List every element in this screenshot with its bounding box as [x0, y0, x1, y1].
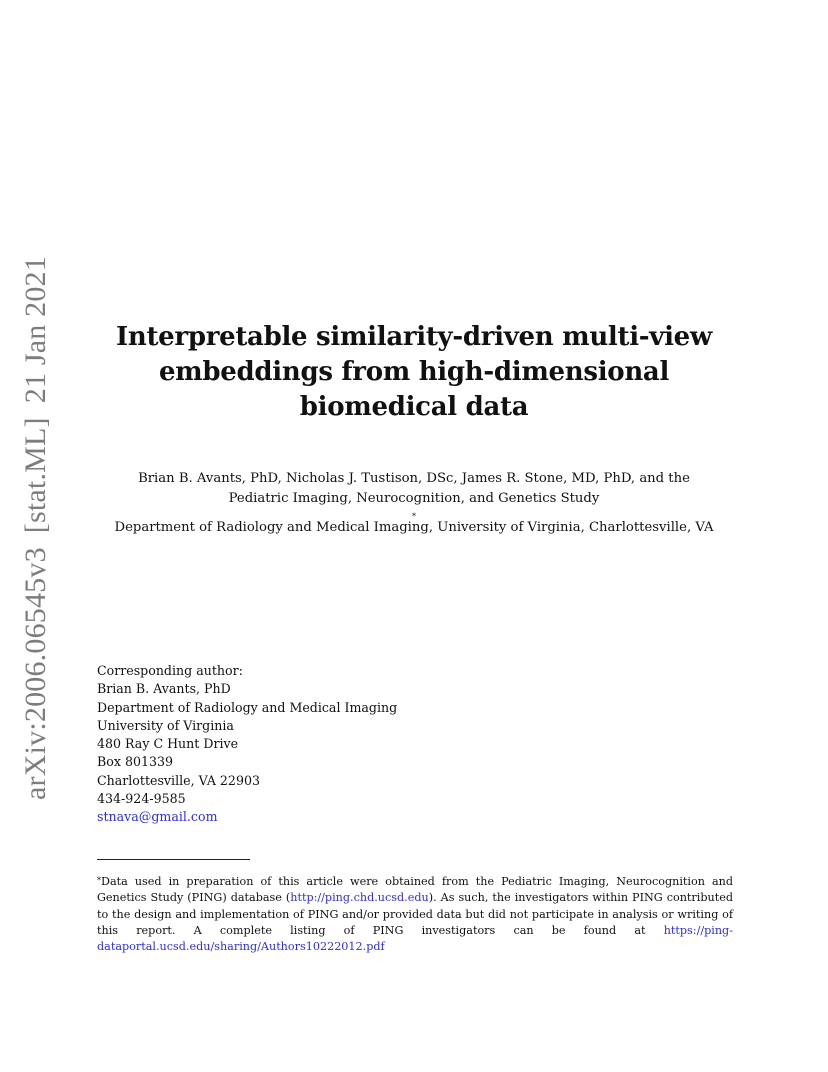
arxiv-identifier: arXiv:2006.06545v3	[19, 547, 52, 800]
arxiv-date: 21 Jan 2021	[19, 256, 52, 404]
affiliation: Department of Radiology and Medical Imaging, University of Virginia, Charlottesville, VA	[114, 520, 714, 535]
footnote	[97, 874, 733, 955]
title-line: embeddings from high-dimensional	[158, 357, 670, 387]
contact-line: 480 Ray C Hunt Drive	[97, 736, 239, 752]
footnote-marker: *	[97, 876, 101, 885]
corresponding-author-block	[97, 662, 397, 827]
paper-title	[0, 320, 828, 425]
contact-line: 434-924-9585	[97, 791, 186, 807]
title-line: biomedical data	[299, 392, 529, 422]
footnote-divider	[97, 859, 250, 860]
ping-database-link[interactable]: http://ping.chd.ucsd.edu	[290, 891, 429, 905]
footnote-marker: *	[412, 512, 416, 521]
title-line: Interpretable similarity-driven multi-view	[116, 322, 712, 352]
contact-heading: Corresponding author:	[97, 663, 243, 678]
contact-line: Department of Radiology and Medical Imaging	[97, 699, 398, 715]
email-link[interactable]: stnava@gmail.com	[97, 809, 218, 825]
contact-line: Charlottesville, VA 22903	[97, 772, 260, 788]
author-line: Brian B. Avants, PhD, Nicholas J. Tustison, DSc, James R. Stone, MD, PhD, and the	[138, 471, 690, 486]
footnote-text: Data used in preparation of this article were obtained from the Pediatric Imaging, Neurocognition and Genetics Study (PING) database (	[97, 875, 733, 905]
ping-authors-link[interactable]: https://ping-dataportal.ucsd.edu/sharing/Authors10222012.pdf	[97, 923, 733, 954]
contact-line: Brian B. Avants, PhD	[97, 681, 231, 697]
footnote-text: ). As such, the investigators within PING contributed to the design and implementation of PING and/or provided data but did not participate in analysis or writing of this report. A complete listing of PING investigators can be found at	[97, 891, 733, 937]
author-line-text: Pediatric Imaging, Neurocognition, and Genetics Study	[228, 491, 600, 506]
contact-line: Box 801339	[97, 754, 174, 770]
arxiv-category: [stat.ML]	[19, 417, 52, 534]
contact-line: University of Virginia	[97, 717, 234, 733]
